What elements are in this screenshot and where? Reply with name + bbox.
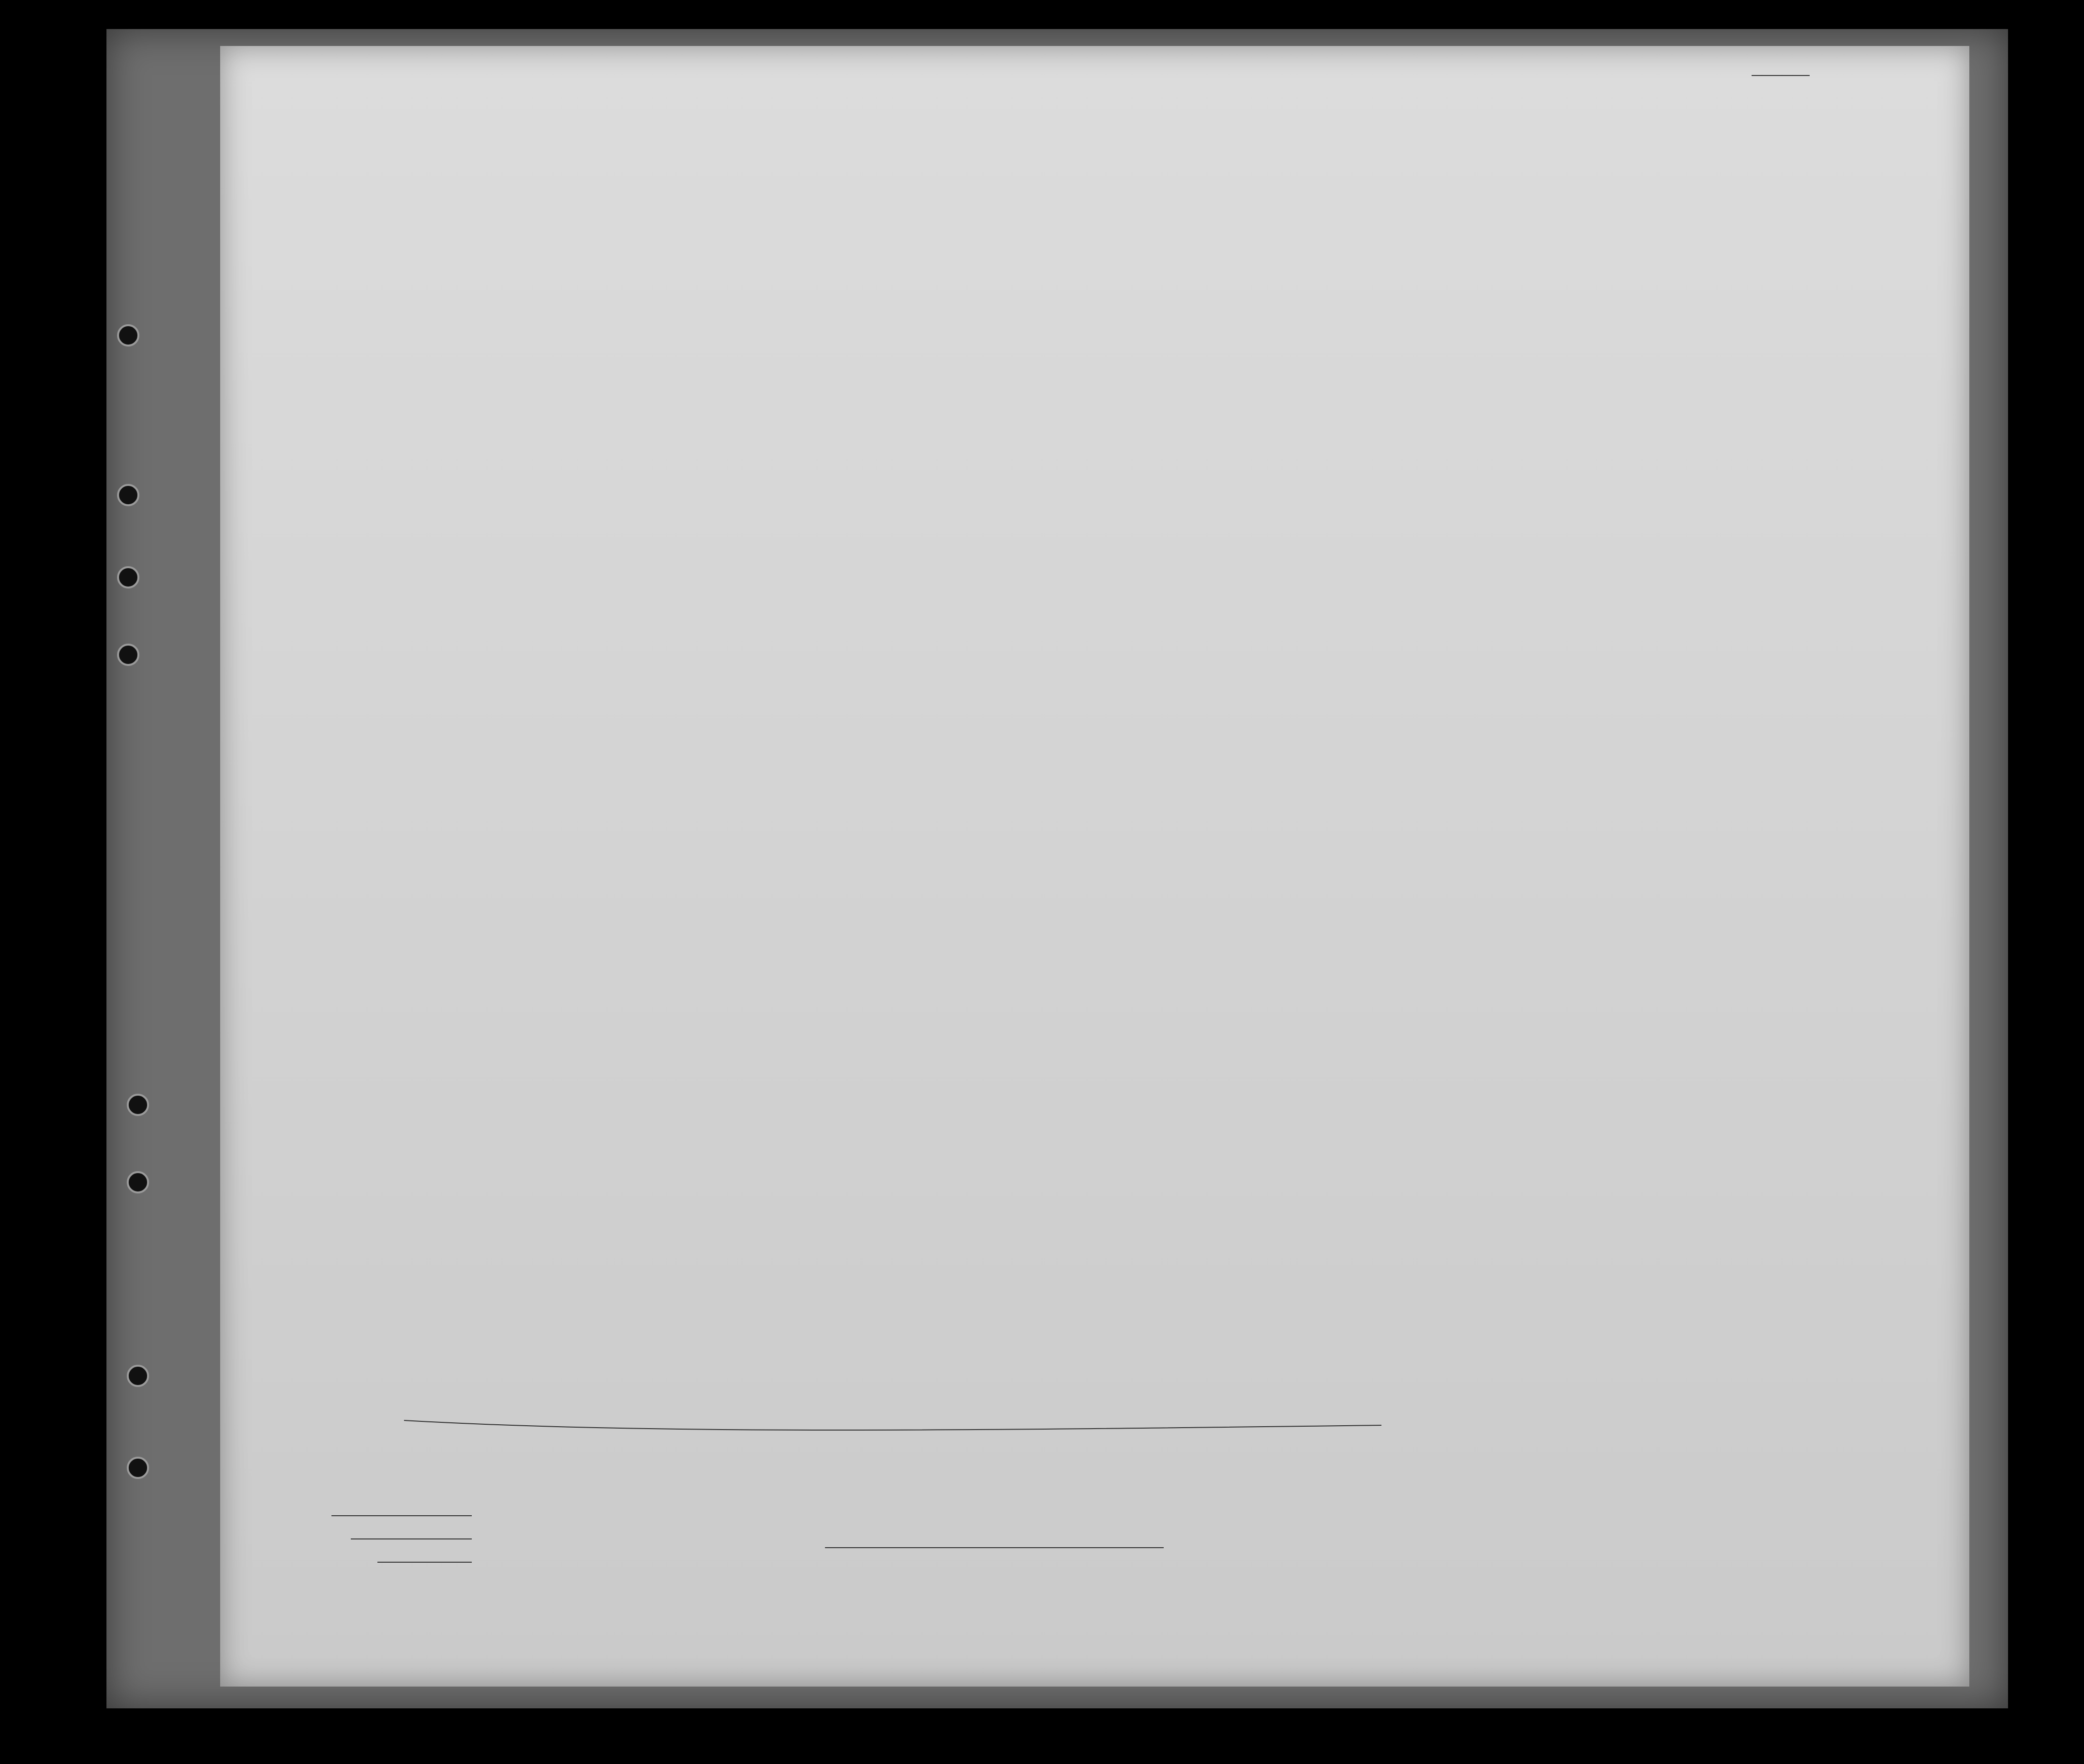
binder-hole xyxy=(117,324,139,347)
footer-agents-rule xyxy=(377,1562,472,1563)
binder-hole xyxy=(117,644,139,666)
manifest-sheet xyxy=(220,46,1969,1687)
footer-owners-rule xyxy=(351,1538,472,1539)
binder-hole xyxy=(127,1457,149,1479)
binder-hole xyxy=(127,1094,149,1116)
handwritten-marks xyxy=(220,46,1969,1687)
signature-rule xyxy=(825,1547,1164,1548)
binder-hole xyxy=(117,566,139,588)
footer-line-rule xyxy=(331,1515,472,1516)
binder-hole xyxy=(127,1365,149,1387)
binder-hole xyxy=(127,1171,149,1193)
binder-hole xyxy=(117,484,139,506)
